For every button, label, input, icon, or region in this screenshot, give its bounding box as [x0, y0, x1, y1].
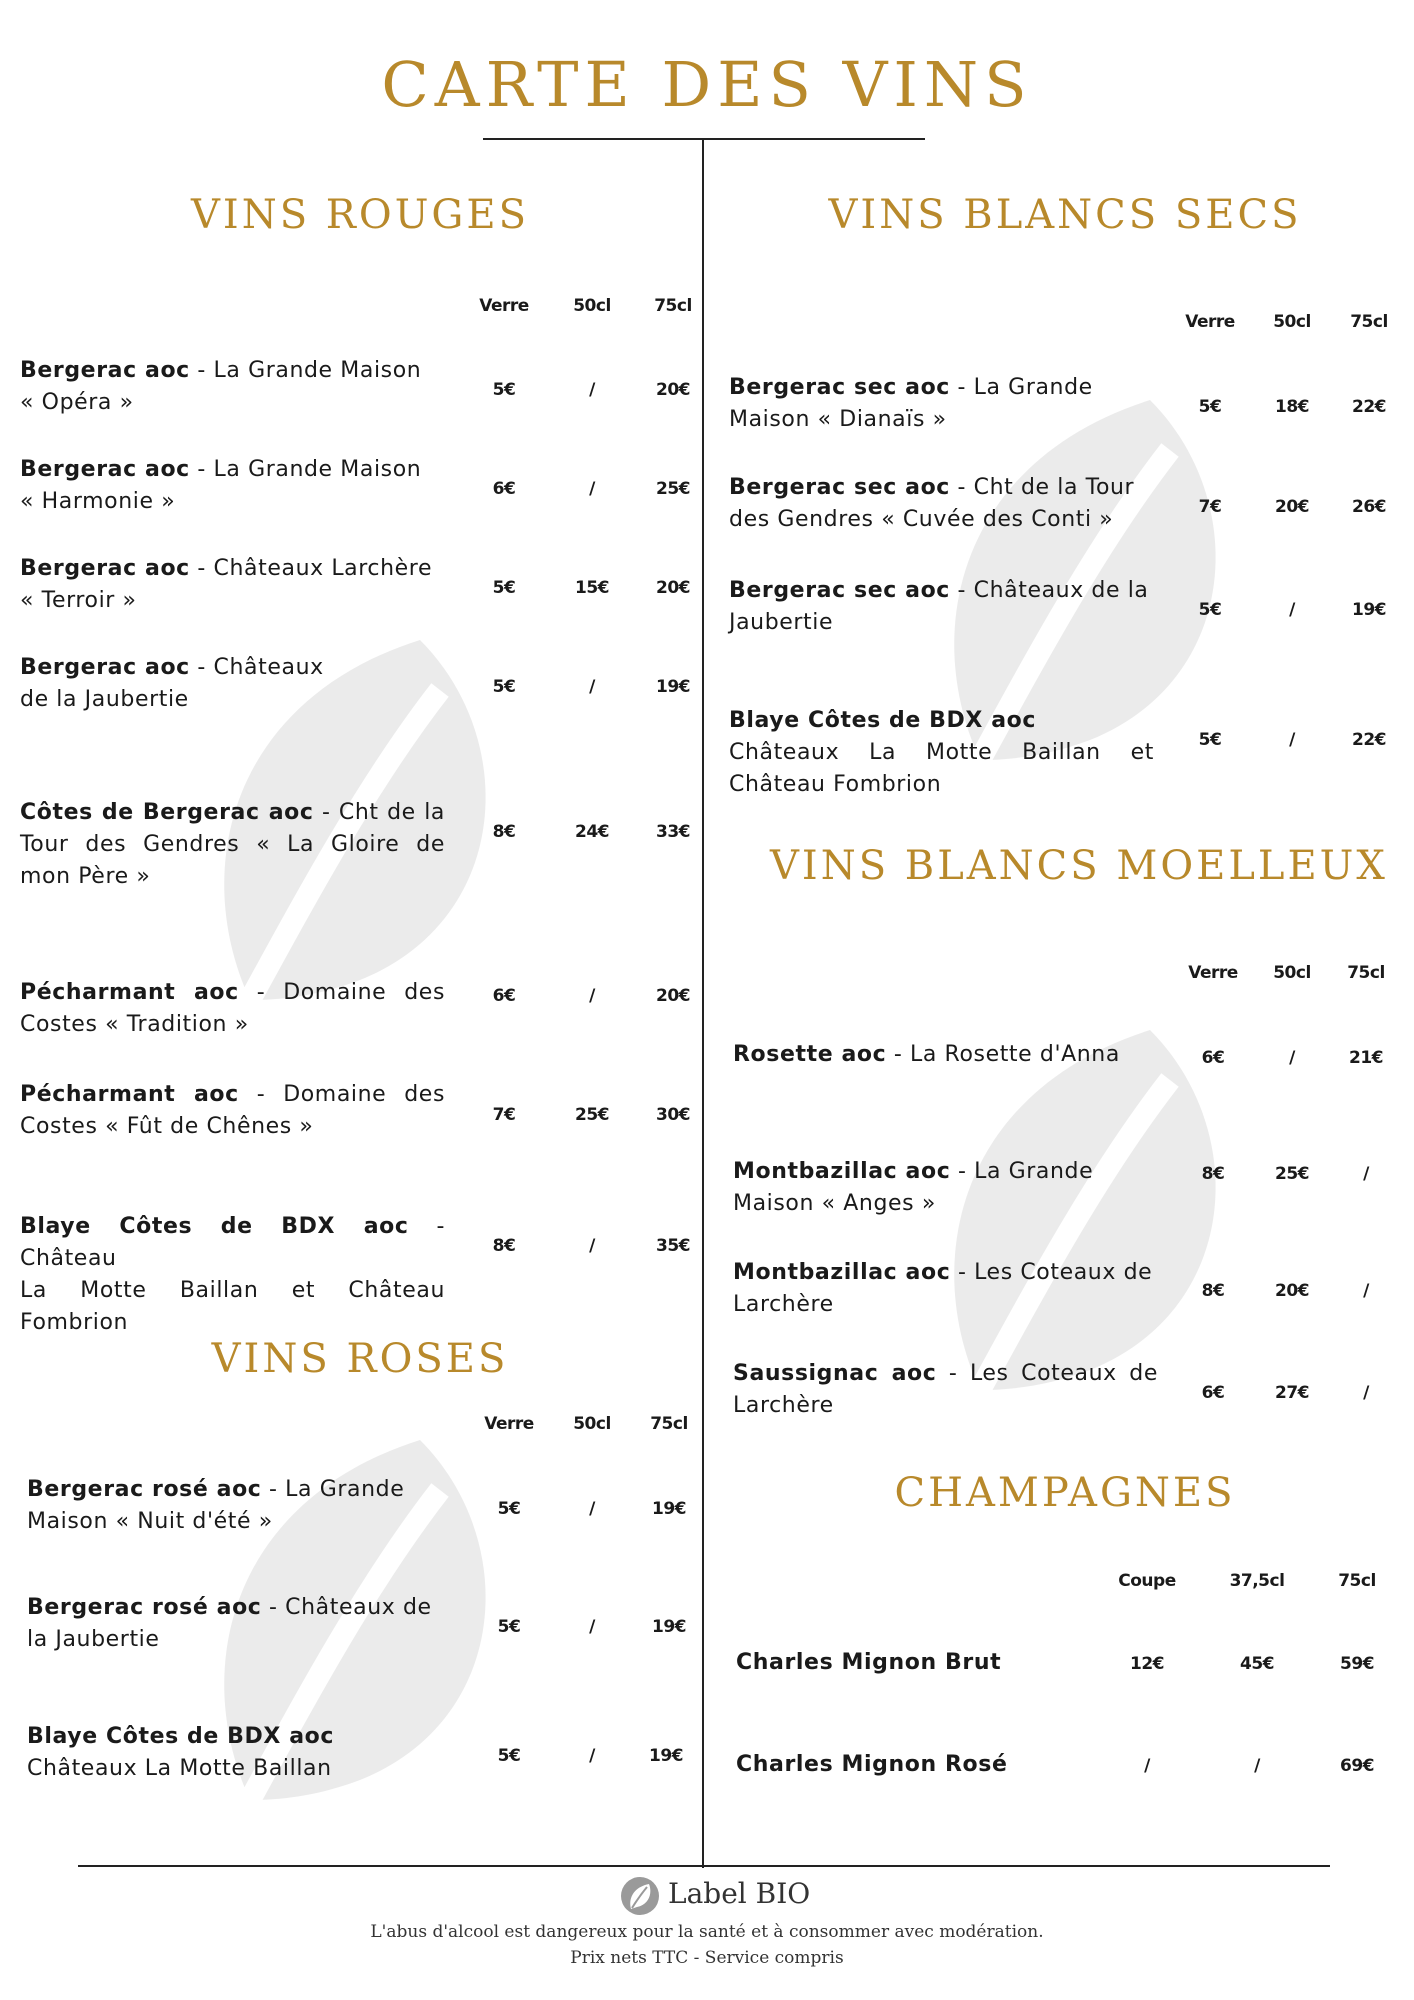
header-50cl: 50cl: [573, 1414, 611, 1434]
wine-desc: - La Grande: [949, 375, 1093, 400]
wine-desc: - Cht de la Tour: [949, 475, 1135, 500]
wine-desc: Châteaux La Motte Baillan: [27, 1756, 332, 1781]
price-75cl: 30€: [656, 1105, 690, 1125]
price-50cl: 15€: [575, 578, 609, 598]
price-75cl: 33€: [656, 822, 690, 842]
list-item: [729, 705, 1154, 801]
wine-name: Bergerac aoc: [20, 655, 190, 680]
wine-desc: Larchère: [733, 1292, 834, 1317]
price-verre: 5€: [497, 1746, 521, 1766]
price-50cl: 27€: [1275, 1383, 1309, 1403]
price-75cl: 22€: [1352, 397, 1386, 417]
wine-desc: de la Jaubertie: [20, 687, 189, 712]
list-item: [736, 1749, 1096, 1781]
list-item: [729, 575, 1159, 639]
wine-desc: Maison « Nuit d'été »: [27, 1509, 273, 1534]
price-verre: 6€: [1201, 1383, 1225, 1403]
label-bio: Label BIO: [668, 1877, 811, 1910]
list-item: [27, 1721, 457, 1785]
list-item: [20, 553, 450, 617]
price-coupe: 12€: [1130, 1654, 1164, 1674]
price-verre: 8€: [1201, 1281, 1225, 1301]
header-37-5cl: 37,5cl: [1229, 1571, 1285, 1591]
wine-desc: Maison « Anges »: [733, 1191, 936, 1216]
price-75cl: 19€: [652, 1617, 686, 1637]
wine-desc: Château Fombrion: [729, 772, 942, 797]
wine-name: Blaye Côtes de BDX aoc: [20, 1214, 409, 1239]
list-item: [20, 454, 450, 518]
price-50cl: /: [589, 1746, 595, 1766]
page-title: CARTE DES VINS: [381, 48, 1033, 121]
header-75cl: 75cl: [1338, 1571, 1376, 1591]
price-75cl: 19€: [652, 1499, 686, 1519]
list-item: [733, 1039, 1163, 1071]
price-75cl: /: [1363, 1281, 1369, 1301]
header-75cl: 75cl: [654, 296, 692, 316]
list-item: [733, 1358, 1158, 1422]
price-verre: 5€: [492, 677, 516, 697]
price-75cl: /: [1363, 1164, 1369, 1184]
list-item: [20, 1079, 445, 1143]
price-37-5cl: /: [1254, 1756, 1260, 1776]
wine-desc: Tour des Gendres « La Gloire de: [20, 832, 445, 857]
section-title-rouges: VINS ROUGES: [191, 192, 529, 238]
header-verre: Verre: [479, 296, 529, 316]
wine-desc: « Opéra »: [20, 390, 134, 415]
wine-name: Montbazillac aoc: [733, 1260, 951, 1285]
wine-desc: - Domaine des: [238, 1082, 445, 1107]
wine-desc: Châteaux La Motte Baillan et: [729, 740, 1154, 765]
wine-desc: des Gendres « Cuvée des Conti »: [729, 507, 1114, 532]
wine-desc: Fombrion: [20, 1310, 129, 1335]
price-50cl: /: [1289, 1048, 1295, 1068]
wine-name: Côtes de Bergerac aoc: [20, 800, 314, 825]
wine-name: Saussignac aoc: [733, 1361, 937, 1386]
price-verre: 6€: [1201, 1048, 1225, 1068]
wine-name: Bergerac sec aoc: [729, 375, 950, 400]
leaf-logo-icon: [620, 1876, 660, 1916]
wine-desc: - Châteaux de la: [949, 578, 1149, 603]
wine-name: Montbazillac aoc: [733, 1159, 951, 1184]
price-50cl: 25€: [1275, 1164, 1309, 1184]
wine-name: Bergerac rosé aoc: [27, 1477, 262, 1502]
price-37-5cl: 45€: [1240, 1654, 1274, 1674]
header-50cl: 50cl: [1273, 312, 1311, 332]
price-50cl: /: [589, 677, 595, 697]
price-50cl: 25€: [575, 1105, 609, 1125]
wine-name: Rosette aoc: [733, 1042, 887, 1067]
price-verre: 7€: [492, 1105, 516, 1125]
header-50cl: 50cl: [1273, 963, 1311, 983]
wine-desc: - La Grande: [950, 1159, 1094, 1184]
price-verre: 5€: [497, 1499, 521, 1519]
price-50cl: /: [1289, 730, 1295, 750]
price-50cl: 20€: [1275, 497, 1309, 517]
price-verre: 7€: [1198, 497, 1222, 517]
price-75cl: 19€: [1352, 600, 1386, 620]
wine-name: Pécharmant aoc: [20, 980, 239, 1005]
price-75cl: 35€: [656, 1236, 690, 1256]
price-verre: 8€: [1201, 1164, 1225, 1184]
wine-desc: Costes « Fût de Chênes »: [20, 1114, 314, 1139]
wine-name: Bergerac aoc: [20, 556, 190, 581]
wine-desc: - Châteaux de: [261, 1595, 432, 1620]
list-item: [20, 652, 450, 716]
wine-desc: - Cht de la: [313, 800, 446, 825]
price-75cl: 19€: [649, 1746, 683, 1766]
header-verre: Verre: [1188, 963, 1238, 983]
list-item: [729, 472, 1159, 536]
pricing-notice: Prix nets TTC - Service compris: [570, 1948, 844, 1968]
header-verre: Verre: [1185, 312, 1235, 332]
price-verre: 6€: [492, 479, 516, 499]
wine-desc: - La Grande: [261, 1477, 405, 1502]
wine-desc: - Les Coteaux de: [950, 1260, 1153, 1285]
wine-desc: mon Père »: [20, 864, 151, 889]
list-item: [736, 1647, 1096, 1679]
wine-desc: - Domaine des: [238, 980, 445, 1005]
legal-notice: L'abus d'alcool est dangereux pour la santé et à consommer avec modération.: [370, 1922, 1044, 1942]
price-50cl: /: [589, 479, 595, 499]
price-75cl: 20€: [656, 380, 690, 400]
header-verre: Verre: [484, 1414, 534, 1434]
price-75cl: 69€: [1340, 1756, 1374, 1776]
section-title-roses: VINS ROSES: [211, 1336, 509, 1382]
header-coupe: Coupe: [1118, 1571, 1176, 1591]
price-50cl: 24€: [575, 822, 609, 842]
wine-name: Bergerac aoc: [20, 358, 190, 383]
list-item: [729, 372, 1159, 436]
price-50cl: /: [589, 1617, 595, 1637]
header-75cl: 75cl: [1347, 963, 1385, 983]
price-75cl: 20€: [656, 986, 690, 1006]
price-75cl: 21€: [1349, 1048, 1383, 1068]
list-item: [20, 1211, 445, 1339]
section-title-champagnes: CHAMPAGNES: [894, 1470, 1236, 1516]
section-title-blancs-moelleux: VINS BLANCS MOELLEUX: [770, 843, 1388, 889]
title-divider: [483, 138, 925, 140]
price-75cl: 26€: [1352, 497, 1386, 517]
wine-desc: « Terroir »: [20, 588, 137, 613]
wine-desc: La Motte Baillan et Château: [20, 1278, 445, 1303]
wine-desc: - La Grande Maison: [189, 457, 422, 482]
price-50cl: /: [1289, 600, 1295, 620]
header-75cl: 75cl: [1350, 312, 1388, 332]
price-verre: 5€: [1198, 397, 1222, 417]
wine-desc: - Châteaux: [189, 655, 324, 680]
section-title-blancs-secs: VINS BLANCS SECS: [828, 192, 1302, 238]
wine-name: Bergerac aoc: [20, 457, 190, 482]
price-75cl: 25€: [656, 479, 690, 499]
price-50cl: /: [589, 1236, 595, 1256]
list-item: [733, 1257, 1163, 1321]
price-verre: 5€: [497, 1617, 521, 1637]
list-item: [20, 355, 450, 419]
wine-desc: - Les Coteaux de: [936, 1361, 1158, 1386]
wine-name: Pécharmant aoc: [20, 1082, 239, 1107]
header-75cl: 75cl: [650, 1414, 688, 1434]
wine-desc: Larchère: [733, 1393, 834, 1418]
price-75cl: /: [1363, 1383, 1369, 1403]
price-50cl: 18€: [1275, 397, 1309, 417]
price-verre: 8€: [492, 822, 516, 842]
wine-desc: « Harmonie »: [20, 489, 176, 514]
list-item: [733, 1156, 1163, 1220]
wine-desc: Maison « Dianaïs »: [729, 407, 947, 432]
price-coupe: /: [1144, 1756, 1150, 1776]
wine-name: Blaye Côtes de BDX aoc: [27, 1724, 335, 1749]
price-75cl: 19€: [656, 677, 690, 697]
wine-desc: - La Rosette d'Anna: [886, 1042, 1120, 1067]
wine-name: Bergerac sec aoc: [729, 578, 950, 603]
price-verre: 5€: [1198, 730, 1222, 750]
list-item: [27, 1474, 457, 1538]
wine-name: Bergerac rosé aoc: [27, 1595, 262, 1620]
list-item: [20, 797, 445, 893]
wine-name: Blaye Côtes de BDX aoc: [729, 708, 1037, 733]
list-item: [20, 977, 445, 1041]
list-item: [27, 1592, 457, 1656]
price-verre: 5€: [492, 578, 516, 598]
price-75cl: 22€: [1352, 730, 1386, 750]
price-verre: 5€: [492, 380, 516, 400]
price-verre: 6€: [492, 986, 516, 1006]
price-50cl: 20€: [1275, 1281, 1309, 1301]
price-50cl: /: [589, 1499, 595, 1519]
footer-divider: [78, 1865, 1330, 1867]
wine-desc: la Jaubertie: [27, 1627, 160, 1652]
price-verre: 8€: [492, 1236, 516, 1256]
wine-name: Charles Mignon Rosé: [736, 1752, 1008, 1777]
wine-desc: Costes « Tradition »: [20, 1012, 249, 1037]
price-75cl: 20€: [656, 578, 690, 598]
wine-name: Bergerac sec aoc: [729, 475, 950, 500]
wine-desc: - Châteaux Larchère: [189, 556, 433, 581]
wine-desc: Jaubertie: [729, 610, 834, 635]
price-75cl: 59€: [1340, 1654, 1374, 1674]
price-50cl: /: [589, 986, 595, 1006]
price-verre: 5€: [1198, 600, 1222, 620]
wine-name: Charles Mignon Brut: [736, 1650, 1002, 1675]
wine-desc: - Château: [20, 1214, 445, 1271]
wine-desc: - La Grande Maison: [189, 358, 422, 383]
header-50cl: 50cl: [573, 296, 611, 316]
price-50cl: /: [589, 380, 595, 400]
